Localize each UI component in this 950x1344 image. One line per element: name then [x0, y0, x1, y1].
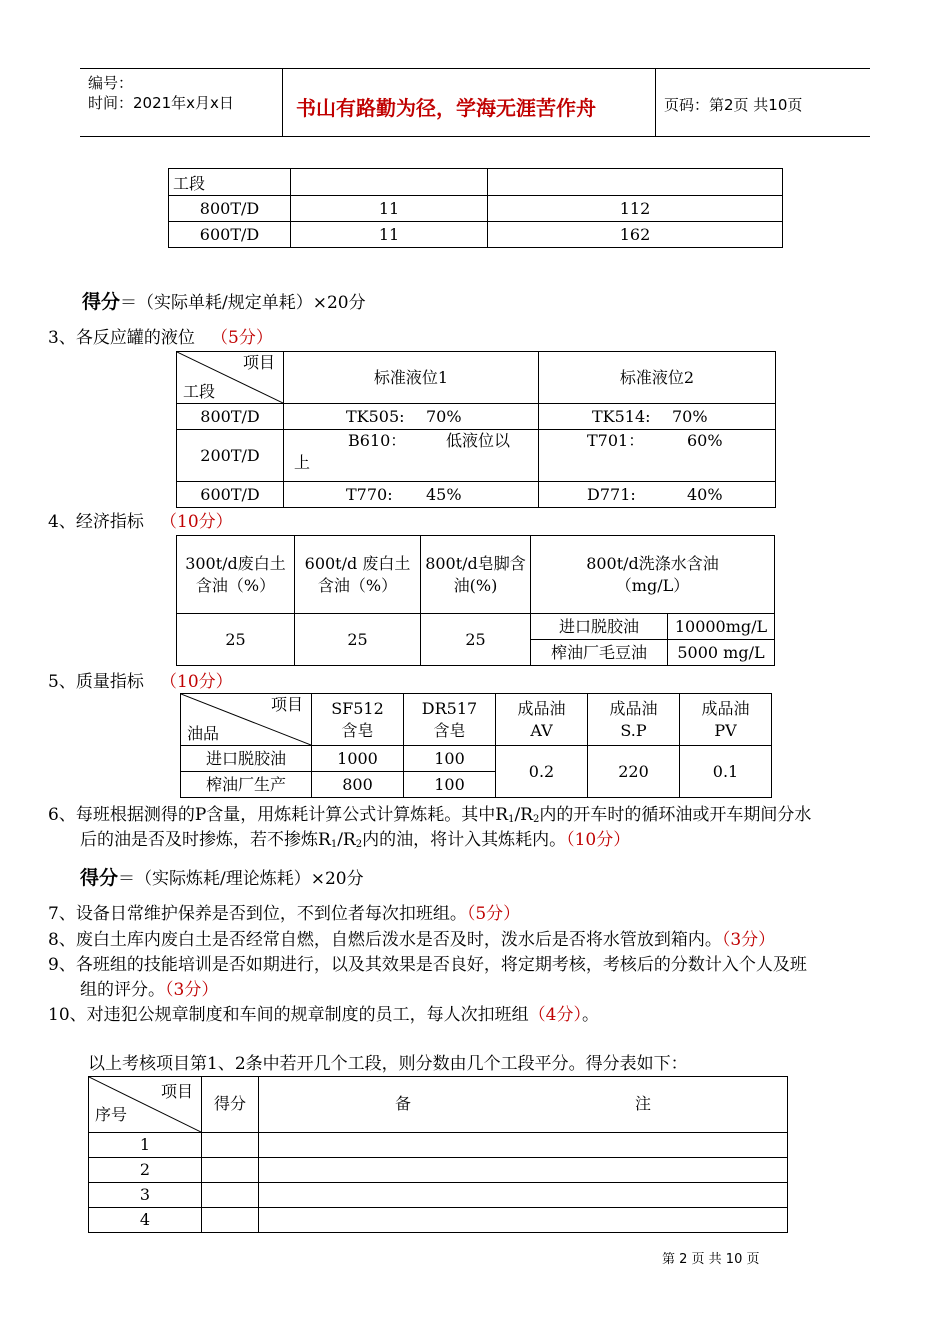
liquid-level-table — [176, 351, 776, 508]
header-top-rule — [80, 68, 870, 69]
column-header: 800t/d洗涤水含油（mg/L） — [531, 536, 775, 614]
section-cell: 200T/D — [177, 430, 284, 482]
score-formula-1 — [82, 290, 366, 315]
value-cell: 800 — [312, 772, 404, 798]
item-6-line-2: 后的油是否及时掺炼，若不掺炼$R_1/R_2$内的油，将计入其炼耗内。（10分） — [80, 830, 631, 850]
header-divider — [655, 68, 656, 136]
column-header: 300t/d废白土含油（%） — [177, 536, 295, 614]
header-date-label: 时间：2021年x月x日 — [88, 94, 234, 112]
header-bottom-rule — [80, 136, 870, 137]
table-row — [169, 222, 783, 248]
table-row — [89, 1208, 788, 1233]
column-header: 标准液位2 — [539, 352, 776, 404]
page-footer: 第 2 页 共 10 页 — [662, 1252, 760, 1267]
score-table — [88, 1076, 788, 1233]
score-label: 得分 — [82, 291, 121, 313]
item-7: 7、设备日常维护保养是否到位，不到位者每次扣班组。（5分） — [48, 904, 521, 924]
item-points: （10分） — [160, 512, 233, 532]
diag-bottom-label: 序号 — [95, 1105, 128, 1124]
value-cell: 0.2 — [496, 746, 588, 798]
item-6-line-1: 6、每班根据测得的P含量，用炼耗计算公式计算炼耗。其中$R_1/R_2$内的开车时的循环油或开车期间分水 — [48, 805, 812, 825]
row-number: 2 — [89, 1158, 202, 1183]
table-row — [177, 430, 776, 482]
item-points: （10分） — [160, 672, 233, 692]
column-header: 成品油PV — [680, 694, 772, 746]
table-row — [169, 196, 783, 222]
column-header: 备 注 — [259, 1077, 788, 1133]
value-cell: 0.1 — [680, 746, 772, 798]
value-cell: 100 — [404, 772, 496, 798]
value-cell: 11 — [291, 196, 488, 222]
value-cell: 100 — [404, 746, 496, 772]
item-8: 8、废白土库内废白土是否经常自燃，自燃后泼水是否及时，泼水后是否将水管放到箱内。（3分） — [48, 930, 776, 950]
score-formula: ＝（实际炼耗/理论炼耗）×20分 — [118, 869, 364, 889]
value-cell: 11 — [291, 222, 488, 248]
score-formula: ＝（实际单耗/规定单耗）×20分 — [120, 293, 366, 313]
score-label: 得分 — [80, 867, 119, 889]
oil-type-cell: 榨油厂毛豆油 — [531, 640, 668, 666]
level-cell: D771: 40% — [539, 482, 776, 508]
item-5-title — [48, 670, 233, 694]
column-header: 600t/d 废白土含油（%） — [295, 536, 421, 614]
oil-type-cell: 榨油厂生产 — [181, 772, 312, 798]
level-cell: T770: 45% — [284, 482, 539, 508]
value-cell: 25 — [421, 614, 531, 666]
economic-indicator-table — [176, 535, 775, 666]
item-points: （10分） — [566, 830, 631, 850]
item-4-title — [48, 510, 233, 534]
oil-type-cell: 进口脱胶油 — [531, 614, 668, 640]
diag-top-label: 项目 — [242, 353, 275, 372]
value-cell: 112 — [488, 196, 783, 222]
section-cell: 800T/D — [169, 196, 291, 222]
item-points: （5分） — [211, 328, 273, 348]
row-number: 3 — [89, 1183, 202, 1208]
section-cell: 800T/D — [177, 404, 284, 430]
item-3-title — [48, 326, 273, 350]
level-cell: TK505: 70% — [284, 404, 539, 430]
diagonal-header-cell — [89, 1077, 202, 1133]
table-header-cell: 工段 — [169, 169, 291, 196]
level-cell: TK514: 70% — [539, 404, 776, 430]
diag-bottom-label: 工段 — [183, 382, 216, 401]
diagonal-header-cell — [181, 694, 312, 746]
header-number-label: 编号： — [88, 74, 134, 92]
diag-top-label: 项目 — [160, 1082, 193, 1101]
value-cell: 220 — [588, 746, 680, 798]
consumption-table — [168, 168, 783, 248]
header-page-label: 页码：第2页 共10页 — [664, 96, 803, 114]
item-9-line-1: 9、各班组的技能培训是否如期进行，以及其效果是否良好，将定期考核，考核后的分数计入个人及班 — [48, 955, 807, 975]
quality-indicator-table — [180, 693, 772, 798]
item-10: 10、对违犯公规章制度和车间的规章制度的员工，每人次扣班组（4分）。 — [48, 1005, 599, 1025]
diag-bottom-label: 油品 — [187, 724, 220, 743]
table-row — [181, 746, 772, 772]
value-cell: 5000 mg/L — [668, 640, 775, 666]
table-row — [177, 614, 775, 640]
item-9-line-2: 组的评分。（3分） — [80, 980, 219, 1000]
column-header: SF512含皂 — [312, 694, 404, 746]
value-cell: 25 — [177, 614, 295, 666]
column-header: 成品油AV — [496, 694, 588, 746]
table-row — [89, 1158, 788, 1183]
header-divider — [282, 68, 283, 136]
table-row — [89, 1133, 788, 1158]
table-row — [177, 404, 776, 430]
column-header: DR517含皂 — [404, 694, 496, 746]
section-cell: 600T/D — [169, 222, 291, 248]
item-title: 3、各反应罐的液位 — [48, 328, 195, 348]
summary-intro: 以上考核项目第1、2条中若开几个工段，则分数由几个工段平分。得分表如下： — [88, 1054, 688, 1074]
item-title: 4、经济指标 — [48, 512, 144, 532]
item-title: 5、质量指标 — [48, 672, 144, 692]
table-row — [177, 482, 776, 508]
header-motto: 书山有路勤为径，学海无涯苦作舟 — [296, 96, 596, 120]
score-formula-2 — [80, 866, 364, 891]
diag-top-label: 项目 — [270, 695, 303, 714]
column-header: 标准液位1 — [284, 352, 539, 404]
column-header: 成品油S.P — [588, 694, 680, 746]
column-header: 得分 — [202, 1077, 259, 1133]
oil-type-cell: 进口脱胶油 — [181, 746, 312, 772]
row-number: 4 — [89, 1208, 202, 1233]
value-cell: 162 — [488, 222, 783, 248]
value-cell: 10000mg/L — [668, 614, 775, 640]
row-number: 1 — [89, 1133, 202, 1158]
level-cell: B610： 低液位以 上 — [284, 430, 539, 482]
column-header: 800t/d皂脚含油(%) — [421, 536, 531, 614]
level-cell: T701： 60% — [539, 430, 776, 482]
diagonal-header-cell — [177, 352, 284, 404]
table-row — [89, 1183, 788, 1208]
section-cell: 600T/D — [177, 482, 284, 508]
value-cell: 1000 — [312, 746, 404, 772]
value-cell: 25 — [295, 614, 421, 666]
